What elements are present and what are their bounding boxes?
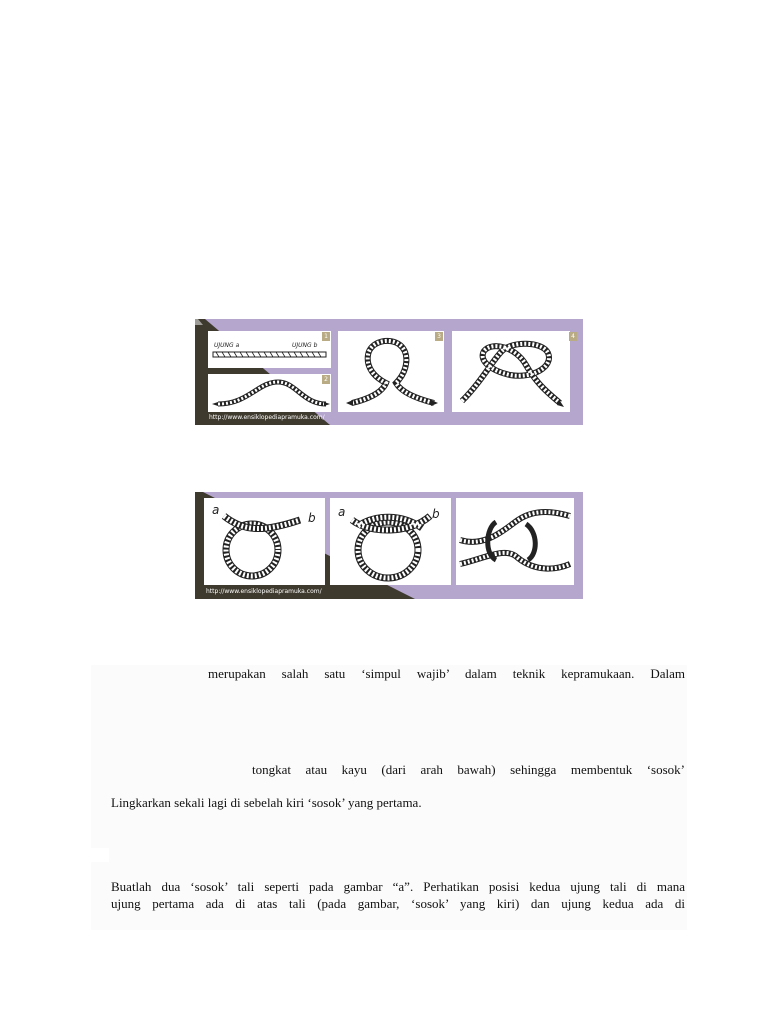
paragraph-line-2: tongkat atau kayu (dari arah bawah) sehingga membentuk ‘sosok’ <box>252 762 685 777</box>
straight-rope-illustration <box>208 331 331 368</box>
crossed-sosok-illustration <box>456 498 574 585</box>
knot-a-card <box>204 498 325 585</box>
paragraph-line-1: merupakan salah satu ‘simpul wajib’ dalam teknik kepramukaan. Dalam <box>208 666 685 681</box>
wave-rope-illustration <box>208 374 331 412</box>
step-3-card <box>338 331 444 412</box>
knot-steps-figure-2 <box>195 492 583 599</box>
label-a: a <box>212 503 220 517</box>
step-4-card <box>452 331 570 412</box>
end-a-label: UJUNG a <box>214 342 240 349</box>
end-b-label: UJUNG b <box>292 342 318 349</box>
document-text-block <box>91 665 687 930</box>
step-number-badge: 3 <box>435 332 443 341</box>
step-number-badge: 4 <box>569 332 577 341</box>
source-url: http://www.ensiklopediapramuka.com/ <box>209 414 325 421</box>
knot-steps-figure-1 <box>195 319 583 425</box>
single-sosok-knot-illustration <box>204 498 325 585</box>
double-sosok-knot-illustration <box>330 498 451 585</box>
step-number-badge: 1 <box>322 332 330 341</box>
text-gap <box>91 848 109 862</box>
step-2-card <box>208 374 331 412</box>
step-number-badge: 2 <box>322 375 330 384</box>
paragraph-line-3: Lingkarkan sekali lagi di sebelah kiri ‘sosok’ yang pertama. <box>111 795 422 810</box>
loop-rope-illustration <box>338 331 444 412</box>
knot-b-card <box>330 498 451 585</box>
knot-c-card <box>456 498 574 585</box>
label-a: a <box>338 505 346 519</box>
label-b: b <box>308 511 316 525</box>
paragraph-line-4: Buatlah dua ‘sosok’ tali seperti pada gambar “a”. Perhatikan posisi kedua ujung tali di mana <box>111 879 685 894</box>
source-url: http://www.ensiklopediapramuka.com/ <box>206 588 322 595</box>
step-1-card <box>208 331 331 368</box>
paragraph-line-5: ujung pertama ada di atas tali (pada gambar, ‘sosok’ yang kiri) dan ujung kedua ada di <box>111 896 685 911</box>
crossed-loop-rope-illustration <box>452 331 570 412</box>
label-b: b <box>432 507 440 521</box>
